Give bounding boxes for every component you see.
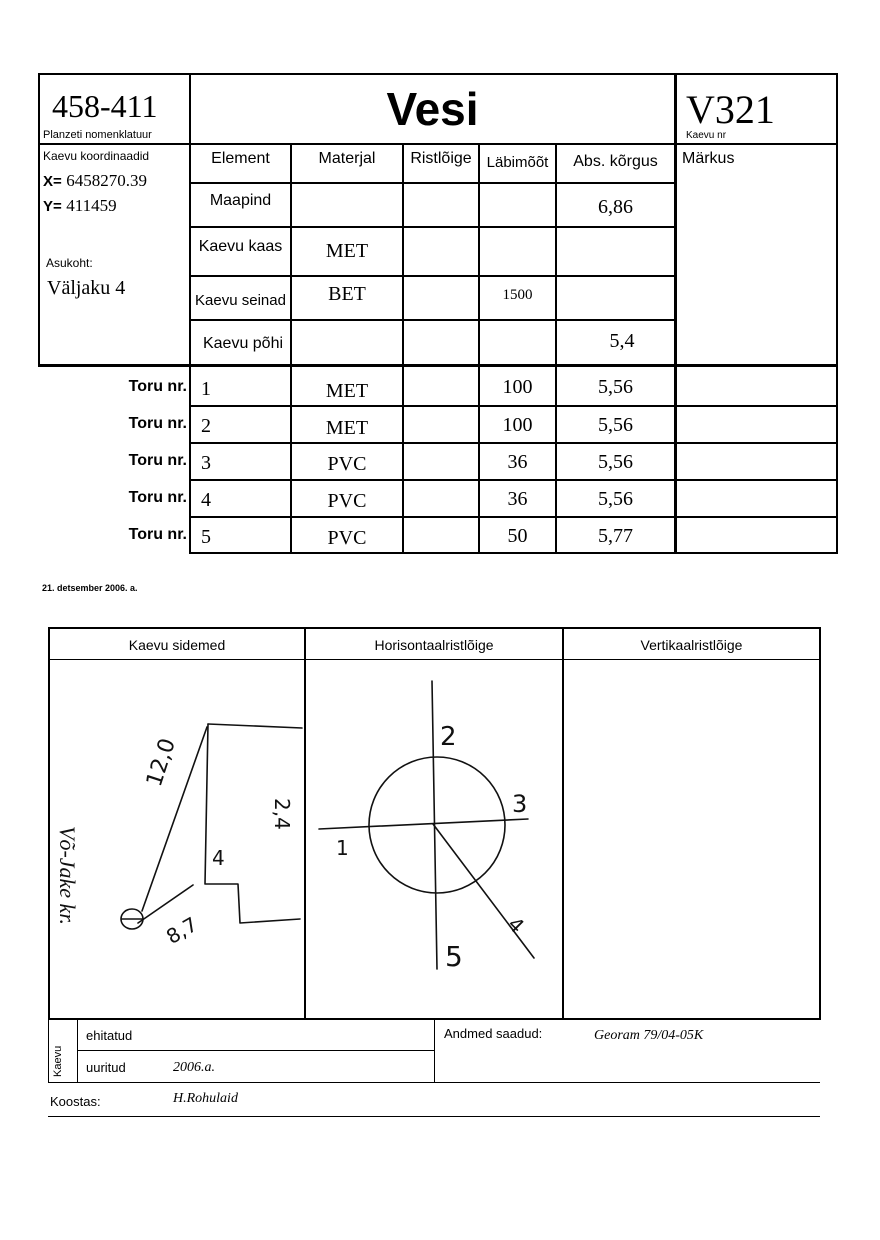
column-header-abs-height: Abs. kõrgus [573, 153, 658, 170]
y-value: 411459 [66, 196, 117, 215]
pipe-number: 5 [201, 526, 211, 548]
built-label: ehitatud [86, 1028, 133, 1043]
pipe-label-5: 5 [445, 940, 463, 973]
source-value: Georam 79/04-05K [594, 1028, 704, 1043]
x-label: X= [43, 173, 62, 190]
location-value: Väljaku 4 [47, 277, 126, 299]
well-number-label: Kaevu nr [686, 130, 727, 141]
tie-label-lower: 8,7 [162, 912, 202, 949]
pipe-abs-height: 5,77 [598, 524, 633, 547]
sketch-header-vertical: Vertikaalristlõige [640, 637, 743, 653]
location-label: Asukoht: [46, 256, 93, 270]
x-value: 6458270.39 [66, 171, 147, 190]
pipe-label-2: 2 [440, 722, 457, 752]
pipe-number: 3 [201, 452, 211, 474]
source-label: Andmed saadud: [444, 1026, 543, 1041]
element-name: Kaevu kaas [198, 238, 283, 255]
column-header-element: Element [211, 150, 270, 167]
pipe-material: MET [325, 379, 369, 402]
pipe-abs-height: 5,56 [598, 375, 633, 398]
element-material: BET [328, 282, 366, 305]
pipe-material: PVC [327, 489, 367, 512]
pipe-material: PVC [327, 526, 367, 549]
column-header-diameter: Läbimõõt [486, 153, 549, 171]
pipe-label-4: 4 [503, 912, 530, 938]
column-header-remarks: Märkus [682, 150, 735, 167]
tie-label-diagonal: 12,0 [142, 735, 181, 790]
pipe-label: Toru nr. [128, 489, 187, 506]
sketch-header-horizontal: Horisontaalristlõige [374, 637, 494, 653]
ties-sketch [50, 661, 304, 1018]
pipe-diameter: 100 [502, 375, 533, 398]
x-coordinate [43, 171, 147, 191]
element-name: Kaevu seinad [195, 291, 286, 309]
tie-label-side: 4 [212, 846, 225, 870]
pipe-line-4 [433, 824, 534, 958]
pipe-label-1: 1 [336, 836, 349, 860]
pipe-diameter: 36 [507, 450, 528, 473]
element-name: Kaevu põhi [202, 335, 284, 352]
surveyed-label: uuritud [86, 1060, 126, 1075]
element-material: MET [325, 239, 369, 262]
surveyed-value: 2006.a. [173, 1060, 215, 1075]
tie-label-top: 2,4 [270, 798, 294, 830]
pipe-diameter: 100 [502, 413, 533, 436]
pipe-label: Toru nr. [128, 526, 187, 543]
sketch-header-ties: Kaevu sidemed [128, 637, 226, 653]
pipe-abs-height: 5,56 [598, 413, 633, 436]
pipe-material: PVC [327, 452, 367, 475]
author-label: Koostas: [50, 1094, 101, 1109]
page-title: Vesi [386, 83, 479, 135]
pipe-diameter: 36 [507, 487, 528, 510]
pipe-number: 2 [201, 415, 211, 437]
nomenclature-value: 458-411 [52, 88, 158, 124]
coordinates-label: Kaevu koordinaadid [43, 149, 150, 163]
pipe-line-1-3 [319, 819, 528, 829]
pipe-label-3: 3 [512, 790, 528, 818]
y-coordinate [43, 196, 117, 216]
pipe-abs-height: 5,56 [598, 450, 633, 473]
y-label: Y= [43, 198, 62, 215]
column-header-material: Materjal [318, 150, 376, 167]
pipe-diameter: 50 [507, 524, 528, 547]
footer-side-label: Kaevu [52, 1045, 64, 1077]
pipe-number: 1 [201, 378, 211, 400]
pipe-material: MET [325, 416, 369, 439]
street-name: Võ-Jake kr. [55, 826, 80, 925]
pipe-abs-height: 5,56 [598, 487, 633, 510]
pipe-label: Toru nr. [128, 415, 187, 432]
well-number: V321 [686, 87, 775, 132]
pipe-label: Toru nr. [128, 452, 187, 469]
document-date: 21. detsember 2006. a. [42, 583, 138, 593]
nomenclature-label: Planzeti nomenklatuur [43, 129, 152, 141]
element-diameter: 1500 [502, 286, 533, 303]
pipe-label: Toru nr. [128, 378, 187, 395]
author-value: H.Rohulaid [173, 1091, 238, 1106]
element-name: Maapind [209, 192, 272, 209]
column-header-cross-section: Ristlõige [410, 150, 472, 167]
pipe-number: 4 [201, 489, 211, 511]
element-abs-height: 5,4 [609, 329, 635, 352]
element-abs-height: 6,86 [598, 195, 633, 218]
